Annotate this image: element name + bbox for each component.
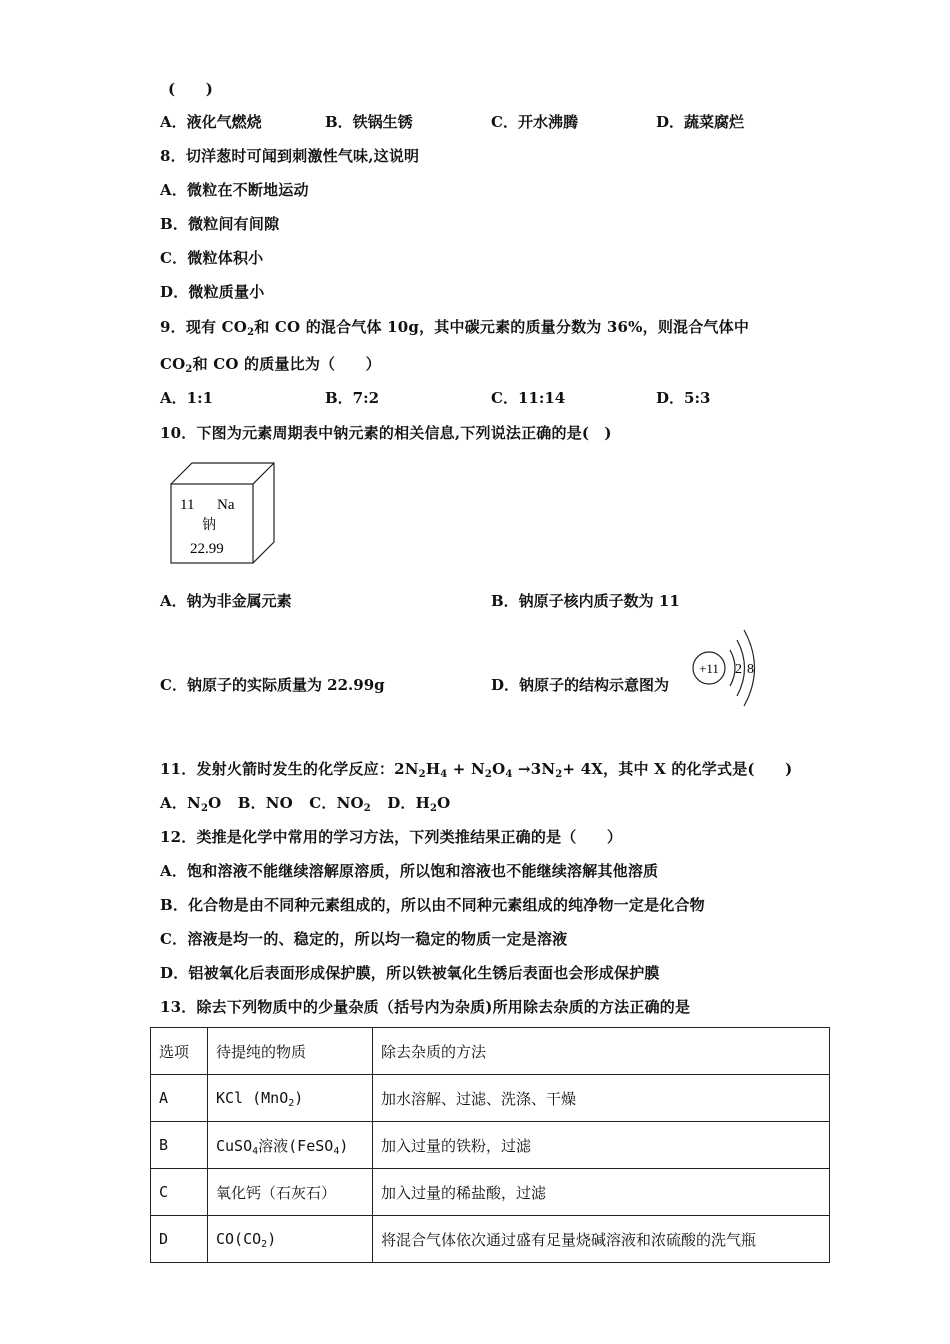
q10-stem: 10．下图为元素周期表中钠元素的相关信息,下列说法正确的是( )	[160, 424, 612, 442]
sodium-atom-diagram	[690, 628, 760, 708]
q10-option-d[interactable]: D．钠原子的结构示意图为	[491, 676, 670, 694]
table-row	[151, 1075, 830, 1122]
q7-option-c[interactable]: C．开水沸腾	[491, 113, 578, 131]
q12-option-c[interactable]: C．溶液是均一的、稳定的，所以均一稳定的物质一定是溶液	[160, 930, 568, 948]
q12-option-b[interactable]: B．化合物是由不同种元素组成的，所以由不同种元素组成的纯净物一定是化合物	[160, 896, 705, 914]
nucleus-charge: +11	[699, 661, 719, 676]
q9-option-d[interactable]: D．5:3	[656, 389, 711, 407]
row-method: 加水溶解、过滤、洗涤、干燥	[373, 1075, 830, 1122]
table-row	[151, 1122, 830, 1169]
q9-option-a[interactable]: A．1:1	[160, 389, 214, 407]
row-option: C	[151, 1169, 208, 1216]
shell-2-electrons: 8	[747, 662, 754, 677]
element-symbol: Na	[217, 497, 235, 513]
q10-option-c[interactable]: C．钠原子的实际质量为 22.99g	[160, 676, 385, 694]
row-substance: KCl (MnO$_2$)	[208, 1075, 373, 1122]
q8-option-b[interactable]: B．微粒间有间隙	[160, 215, 280, 233]
row-option: B	[151, 1122, 208, 1169]
q7-bracket: ( )	[168, 80, 213, 98]
table-row	[151, 1169, 830, 1216]
q13-table	[150, 1027, 830, 1263]
q13-stem: 13．除去下列物质中的少量杂质（括号内为杂质)所用除去杂质的方法正确的是	[160, 998, 691, 1016]
q7-option-a[interactable]: A．液化气燃烧	[160, 113, 262, 131]
q12-stem: 12．类推是化学中常用的学习方法，下列类推结果正确的是（ ）	[160, 828, 623, 846]
row-method: 加入过量的稀盐酸，过滤	[373, 1169, 830, 1216]
atomic-number: 11	[180, 497, 195, 513]
row-substance: $CO(CO_2)$	[208, 1216, 373, 1263]
q8-option-c[interactable]: C．微粒体积小	[160, 249, 264, 267]
q8-stem: 8．切洋葱时可闻到刺激性气味,这说明	[160, 147, 420, 165]
row-substance: 氧化钙（石灰石）	[208, 1169, 373, 1216]
atomic-mass: 22.99	[190, 541, 224, 557]
table-row	[151, 1216, 830, 1263]
q11-option-a[interactable]: A．$N_2O$	[160, 794, 222, 814]
header-substance: 待提纯的物质	[208, 1028, 373, 1075]
q8-option-d[interactable]: D．微粒质量小	[160, 283, 265, 301]
q7-option-b[interactable]: B．铁锅生锈	[325, 113, 413, 131]
q10-option-b[interactable]: B．钠原子核内质子数为 11	[491, 592, 680, 610]
q9-stem-line1: 9．现有 $CO_2$和 CO 的混合气体 10g，其中碳元素的质量分数为 36%，则混合气体中	[160, 318, 750, 338]
row-option: A	[151, 1075, 208, 1122]
q12-option-a[interactable]: A．饱和溶液不能继续溶解原溶质，所以饱和溶液也不能继续溶解其他溶质	[160, 862, 659, 880]
row-substance: CuSO$_4$溶液(FeSO$_4$)	[208, 1122, 373, 1169]
header-option: 选项	[151, 1028, 208, 1075]
row-option: D	[151, 1216, 208, 1263]
table-header-row	[151, 1028, 830, 1075]
row-method: 将混合气体依次通过盛有足量烧碱溶液和浓硫酸的洗气瓶	[373, 1216, 830, 1263]
q11-option-c[interactable]: C．$NO_2$	[309, 794, 371, 814]
row-method: 加入过量的铁粉，过滤	[373, 1122, 830, 1169]
sodium-element-card	[170, 462, 276, 565]
q9-option-b[interactable]: B．7:2	[325, 389, 380, 407]
q11-option-b[interactable]: B．NO	[237, 794, 293, 812]
q9-option-c[interactable]: C．11:14	[491, 389, 566, 407]
header-method: 除去杂质的方法	[373, 1028, 830, 1075]
q9-stem-line2: $CO_2$和 CO 的质量比为（ ）	[160, 355, 381, 375]
q11-option-d[interactable]: D．$H_2O$	[387, 794, 451, 814]
element-name: 钠	[202, 517, 216, 533]
q11-stem: 11．发射火箭时发生的化学反应：$2N_2H_4 + N_2O_4 \to 3N_2+ 4X$，其中 X 的化学式是( )	[160, 760, 793, 780]
shell-1-electrons: 2	[735, 662, 742, 677]
q7-option-d[interactable]: D．蔬菜腐烂	[656, 113, 745, 131]
q10-option-a[interactable]: A．钠为非金属元素	[160, 592, 292, 610]
q8-option-a[interactable]: A．微粒在不断地运动	[160, 181, 309, 199]
q12-option-d[interactable]: D．铝被氧化后表面形成保护膜，所以铁被氧化生锈后表面也会形成保护膜	[160, 964, 660, 982]
q11-options	[160, 792, 450, 813]
